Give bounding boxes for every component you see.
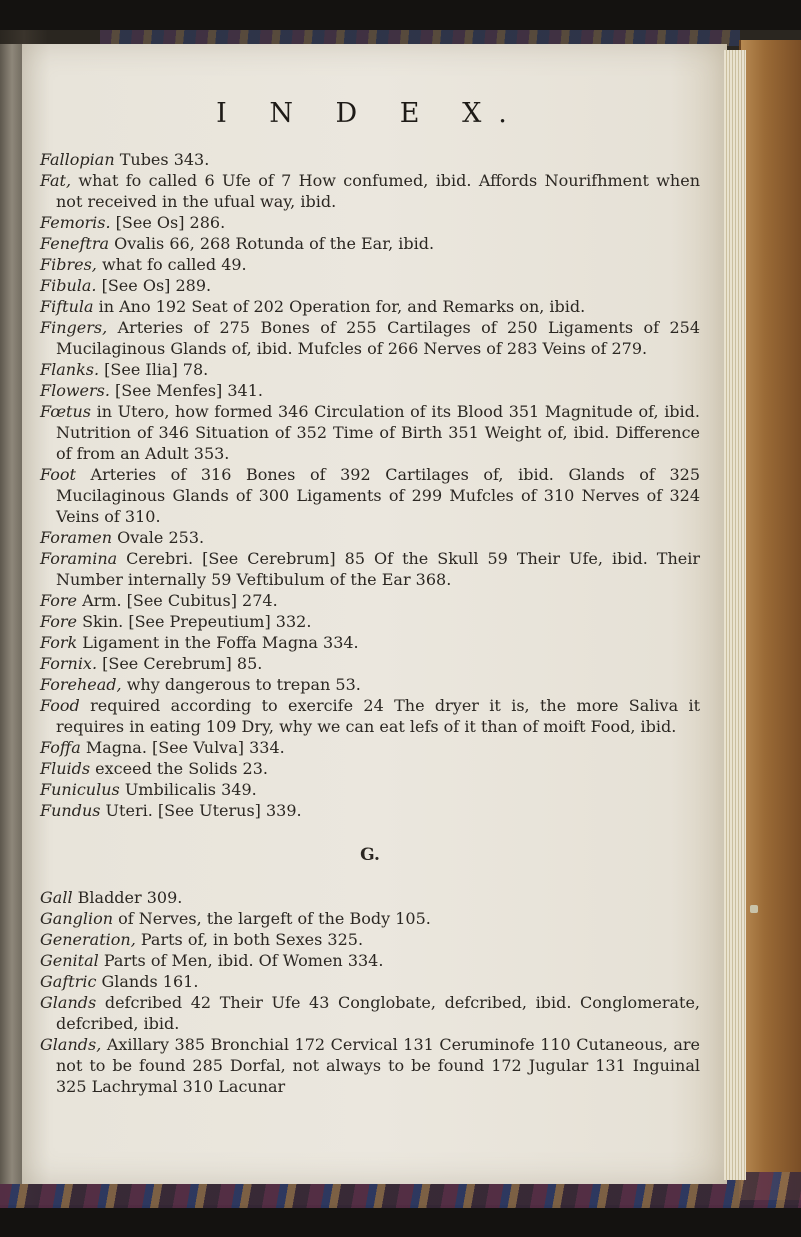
page-blemish [750, 905, 758, 913]
entry-text: Axillary 385 Bronchial 172 Cervical 131 Ceruminofe 110 Cutaneous, are not to be found 285 Dorfal, not always to be found 172 Jugular 131 Inguinal 325 Lachrymal 310 Lacunar [56, 1035, 700, 1096]
index-entry [40, 887, 700, 908]
index-entry [40, 1034, 700, 1097]
index-entry [40, 611, 700, 632]
entry-headword: Feneftra [40, 234, 110, 253]
index-entry [40, 674, 700, 695]
entry-headword: Foot [40, 465, 76, 484]
index-entry [40, 401, 700, 464]
index-entry [40, 254, 700, 275]
entry-headword: Flowers. [40, 381, 110, 400]
index-text [40, 52, 700, 1097]
entry-headword: Glands [40, 993, 97, 1012]
entry-text: Cerebri. [See Cerebrum] 85 Of the Skull 59 Their Ufe, ibid. Their Number internally 59 Veftibulum of the Ear 368. [56, 549, 700, 589]
entry-text: what fo called 6 Ufe of 7 How confumed, ibid. Affords Nourifhment when not received in the ufual way, ibid. [56, 171, 700, 211]
index-entry [40, 548, 700, 590]
index-entry [40, 149, 700, 170]
index-entry [40, 758, 700, 779]
section-g-entries [40, 887, 700, 1097]
index-entry [40, 590, 700, 611]
entry-text: Parts of Men, ibid. Of Women 334. [98, 951, 384, 970]
index-entry [40, 800, 700, 821]
index-entry [40, 212, 700, 233]
index-entry [40, 653, 700, 674]
section-letter-g: G. [360, 845, 380, 865]
entry-headword: Fundus [40, 801, 101, 820]
index-entry [40, 359, 700, 380]
entry-text: Glands 161. [96, 972, 199, 991]
entry-headword: Food [40, 696, 80, 715]
index-entry [40, 296, 700, 317]
entry-headword: Fibres, [40, 255, 97, 274]
entry-headword: Gall [40, 888, 73, 907]
entry-text: Arm. [See Cubitus] 274. [76, 591, 278, 610]
entry-headword: Gaftric [40, 972, 97, 991]
entry-headword: Genital [40, 951, 99, 970]
entry-headword: Fornix. [40, 654, 98, 673]
entry-text: Tubes 343. [114, 150, 210, 169]
entry-text: Ligament in the Foffa Magna 334. [77, 633, 359, 652]
entry-text: Umbilicalis 349. [119, 780, 257, 799]
page-heading: I N D E X. [216, 98, 524, 129]
entry-headword: Fluids [40, 759, 91, 778]
index-entry [40, 275, 700, 296]
entry-headword: Generation, [40, 930, 136, 949]
index-entry [40, 908, 700, 929]
entry-text: Bladder 309. [72, 888, 183, 907]
entry-text: why dangerous to trepan 53. [121, 675, 361, 694]
entry-headword: Foffa [40, 738, 81, 757]
entry-text: Arteries of 275 Bones of 255 Cartilages of 250 Ligaments of 254 Mucilaginous Glands of, ibid. Mufcles of 266 Nerves of 283 Veins of 279. [56, 318, 700, 358]
entry-headword: Fiftula [40, 297, 94, 316]
entry-text: in Ano 192 Seat of 202 Operation for, and Remarks on, ibid. [93, 297, 586, 316]
entry-headword: Fibula. [40, 276, 97, 295]
entry-text: required according to exercife 24 The dryer it is, the more Saliva it requires in eating 109 Dry, why we can eat lefs of it than of moift Food, ibid. [56, 696, 700, 736]
entry-text: Magna. [See Vulva] 334. [80, 738, 285, 757]
entry-text: Arteries of 316 Bones of 392 Cartilages of, ibid. Glands of 325 Mucilaginous Glands of 300 Ligaments of 299 Mufcles of 310 Nerves of 324 Veins of 310. [56, 465, 700, 526]
entry-headword: Flanks. [40, 360, 100, 379]
index-entry [40, 527, 700, 548]
index-entry [40, 695, 700, 737]
entry-text: what fo called 49. [96, 255, 247, 274]
entry-headword: Foramen [40, 528, 112, 547]
index-entry [40, 779, 700, 800]
entry-text: in Utero, how formed 346 Circulation of its Blood 351 Magnitude of, ibid. Nutrition of 346 Situation of 352 Time of Birth 351 Weight of, ibid. Difference of from an Adult 353. [56, 402, 700, 463]
book-spine [739, 40, 801, 1200]
entry-headword: Forehead, [40, 675, 122, 694]
entry-headword: Fore [40, 591, 77, 610]
entry-headword: Fat, [40, 171, 72, 190]
entry-text: exceed the Solids 23. [90, 759, 268, 778]
entry-headword: Fork [40, 633, 78, 652]
entry-headword: Foramina [40, 549, 118, 568]
entry-text: of Nerves, the largeft of the Body 105. [113, 909, 431, 928]
section-f-entries [40, 149, 700, 821]
entry-text: [See Menfes] 341. [109, 381, 263, 400]
entry-headword: Ganglion [40, 909, 114, 928]
entry-text: Parts of, in both Sexes 325. [135, 930, 364, 949]
entry-headword: Fœtus [40, 402, 91, 421]
index-entry [40, 992, 700, 1034]
entry-text: Skin. [See Prepeutium] 332. [76, 612, 312, 631]
entry-text: Uteri. [See Uterus] 339. [100, 801, 302, 820]
index-entry [40, 929, 700, 950]
index-entry [40, 971, 700, 992]
entry-headword: Glands, [40, 1035, 102, 1054]
page-fore-edge [724, 50, 746, 1180]
entry-text: [See Os] 289. [96, 276, 212, 295]
entry-text: Ovale 253. [112, 528, 205, 547]
index-entry [40, 170, 700, 212]
index-entry [40, 632, 700, 653]
entry-text: [See Ilia] 78. [99, 360, 209, 379]
entry-text: [See Os] 286. [110, 213, 226, 232]
index-entry [40, 317, 700, 359]
entry-headword: Fallopian [40, 150, 115, 169]
facing-page-edge [0, 44, 24, 1184]
index-entry [40, 380, 700, 401]
entry-text: [See Cerebrum] 85. [97, 654, 263, 673]
entry-text: defcribed 42 Their Ufe 43 Conglobate, defcribed, ibid. Conglomerate, defcribed, ibid. [56, 993, 700, 1033]
entry-headword: Fore [40, 612, 77, 631]
index-entry [40, 233, 700, 254]
entry-headword: Funiculus [40, 780, 120, 799]
index-entry [40, 464, 700, 527]
entry-text: Ovalis 66, 268 Rotunda of the Ear, ibid. [109, 234, 435, 253]
entry-headword: Femoris. [40, 213, 111, 232]
entry-headword: Fingers, [40, 318, 108, 337]
index-entry [40, 737, 700, 758]
index-entry [40, 950, 700, 971]
